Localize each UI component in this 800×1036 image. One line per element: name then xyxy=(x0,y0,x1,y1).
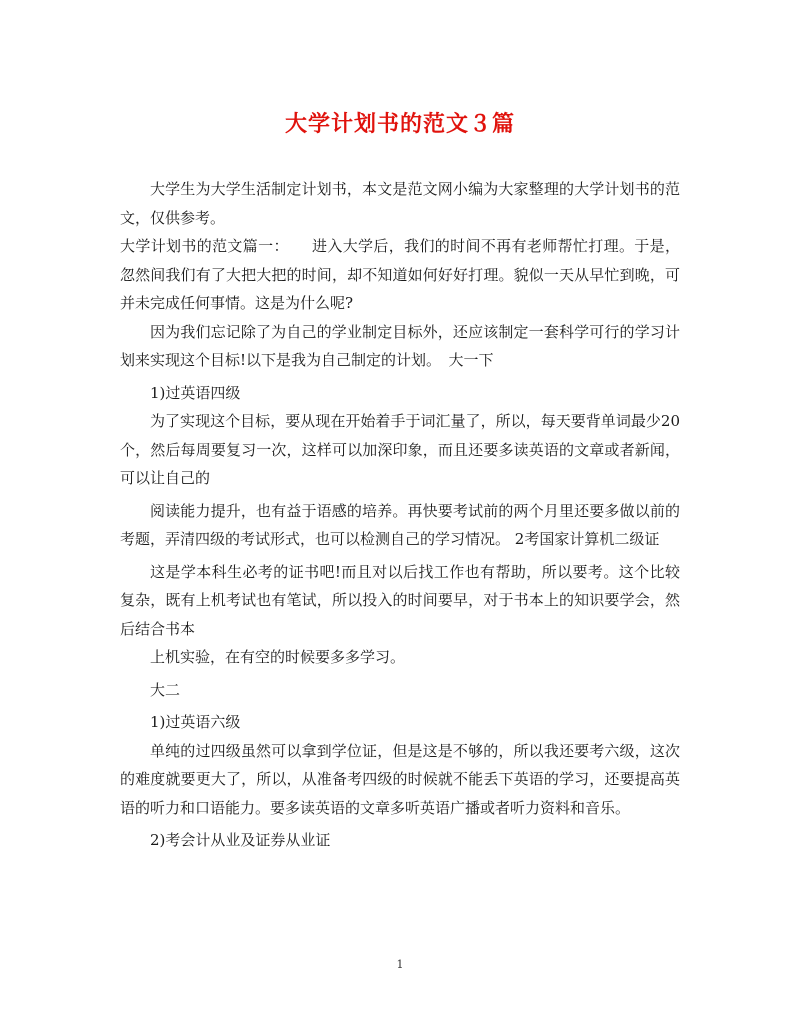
paragraph-cet4-plan: 为了实现这个目标，要从现在开始着手于词汇量了，所以，每天要背单词最少20个，然后每周要复习一次，这样可以加深印象，而且还要多读英语的文章或者新闻，可以让自己的 xyxy=(120,412,680,487)
paragraph-lab-practice: 上机实验，在有空的时候要多多学习。 xyxy=(150,648,406,666)
page-number: 1 xyxy=(396,958,404,971)
heading-accounting-cert: 2)考会计从业及证券从业证 xyxy=(150,831,331,849)
paragraph-computer-cert: 这是学本科生必考的证书吧!而且对以后找工作也有帮助，所以要考。这个比较复杂，既有上机考试也有笔试，所以投入的时间要早，对于书本上的知识要学会，然后结合书本 xyxy=(120,562,680,638)
paragraph-plan-intro: 因为我们忘记除了为自己的学业制定目标外，还应该制定一套科学可行的学习计划来实现这个目标!以下是我为自己制定的计划。 大一下 xyxy=(120,322,680,369)
paragraph-reading-ability: 阅读能力提升，也有益于语感的培养。再快要考试前的两个月里还要多做以前的考题，弄清四级的考试形式，也可以检测自己的学习情况。 2考国家计算机二级证 xyxy=(120,501,680,548)
document-title: 大学计划书的范文３篇 xyxy=(284,111,515,137)
paragraph-essay-one-opening: 大学计划书的范文篇一： 进入大学后，我们的时间不再有老师帮忙打理。于是，忽然间我们有了大把大把的时间，却不知道如何好好打理。貌似一天从早忙到晚，可并未完成任何事情。这是为什么呢? xyxy=(120,237,680,312)
paragraph-intro: 大学生为大学生活制定计划书，本文是范文网小编为大家整理的大学计划书的范文，仅供参考。 xyxy=(120,180,680,227)
heading-cet4: 1)过英语四级 xyxy=(150,383,241,402)
paragraph-cet6-plan: 单纯的过四级虽然可以拿到学位证，但是这是不够的，所以我还要考六级，这次的难度就要更大了，所以，从准备考四级的时候就不能丢下英语的学习，还要提高英语的听力和口语能力。要多读英语的文章多听英语广播或者听力资料和音乐。 xyxy=(120,741,680,817)
document-body xyxy=(120,175,680,855)
heading-cet6: 1)过英语六级 xyxy=(150,713,241,731)
heading-sophomore: 大二 xyxy=(150,680,181,699)
